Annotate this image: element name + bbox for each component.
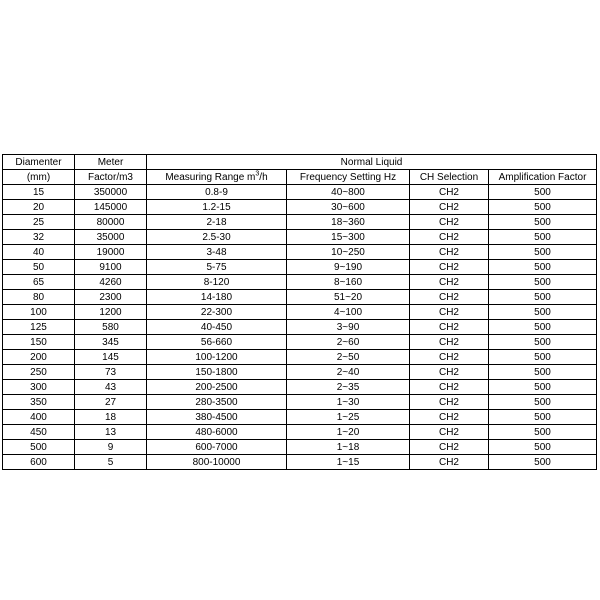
measuring-range-cell: 800-10000 [147, 455, 287, 470]
diameter-cell: 50 [3, 260, 75, 275]
measuring-range-cell: 2.5-30 [147, 230, 287, 245]
table-row [3, 410, 597, 425]
diameter-cell: 600 [3, 455, 75, 470]
table-row [3, 365, 597, 380]
amplification-factor-cell: 500 [489, 215, 597, 230]
frequency-setting-cell: 2~60 [287, 335, 410, 350]
diameter-cell: 100 [3, 305, 75, 320]
diameter-cell: 350 [3, 395, 75, 410]
diameter-cell: 32 [3, 230, 75, 245]
measuring-range-cell: 1.2-15 [147, 200, 287, 215]
frequency-setting-cell: 9~190 [287, 260, 410, 275]
measuring-range-cell: 14-180 [147, 290, 287, 305]
frequency-setting-cell: 10~250 [287, 245, 410, 260]
meter-factor-cell: 580 [75, 320, 147, 335]
amplification-factor-cell: 500 [489, 335, 597, 350]
frequency-setting-cell: 18~360 [287, 215, 410, 230]
diameter-cell: 125 [3, 320, 75, 335]
header-measuring-range-prefix: Measuring Range m [165, 171, 256, 183]
ch-selection-cell: CH2 [410, 305, 489, 320]
amplification-factor-cell: 500 [489, 245, 597, 260]
frequency-setting-cell: 3~90 [287, 320, 410, 335]
meter-factor-cell: 9100 [75, 260, 147, 275]
measuring-range-cell: 0.8-9 [147, 185, 287, 200]
table-row [3, 290, 597, 305]
ch-selection-cell: CH2 [410, 425, 489, 440]
measuring-range-cell: 150-1800 [147, 365, 287, 380]
table-row [3, 455, 597, 470]
table-row [3, 320, 597, 335]
frequency-setting-cell: 30~600 [287, 200, 410, 215]
measuring-range-cell: 5-75 [147, 260, 287, 275]
table-row [3, 425, 597, 440]
measuring-range-cell: 280-3500 [147, 395, 287, 410]
diameter-cell: 250 [3, 365, 75, 380]
meter-factor-cell: 27 [75, 395, 147, 410]
table-row [3, 395, 597, 410]
meter-factor-cell: 19000 [75, 245, 147, 260]
frequency-setting-cell: 2~50 [287, 350, 410, 365]
amplification-factor-cell: 500 [489, 455, 597, 470]
ch-selection-cell: CH2 [410, 230, 489, 245]
meter-factor-cell: 43 [75, 380, 147, 395]
header-diameter-line2: (mm) [3, 170, 75, 185]
measuring-range-cell: 200-2500 [147, 380, 287, 395]
flow-meter-spec-table [2, 154, 597, 470]
meter-factor-cell: 4260 [75, 275, 147, 290]
meter-factor-cell: 350000 [75, 185, 147, 200]
table-body [3, 185, 597, 470]
amplification-factor-cell: 500 [489, 200, 597, 215]
amplification-factor-cell: 500 [489, 395, 597, 410]
amplification-factor-cell: 500 [489, 380, 597, 395]
amplification-factor-cell: 500 [489, 425, 597, 440]
ch-selection-cell: CH2 [410, 215, 489, 230]
ch-selection-cell: CH2 [410, 455, 489, 470]
ch-selection-cell: CH2 [410, 365, 489, 380]
ch-selection-cell: CH2 [410, 200, 489, 215]
frequency-setting-cell: 4~100 [287, 305, 410, 320]
header-measuring-range-suffix: /h [259, 171, 268, 183]
header-ch-selection: CH Selection [410, 170, 489, 185]
meter-factor-cell: 18 [75, 410, 147, 425]
header-meter-factor-line1: Meter [75, 155, 147, 170]
header-frequency-setting: Frequency Setting Hz [287, 170, 410, 185]
meter-factor-cell: 9 [75, 440, 147, 455]
table-row [3, 185, 597, 200]
table-row [3, 230, 597, 245]
amplification-factor-cell: 500 [489, 440, 597, 455]
diameter-cell: 15 [3, 185, 75, 200]
table-row [3, 245, 597, 260]
diameter-cell: 40 [3, 245, 75, 260]
frequency-setting-cell: 8~160 [287, 275, 410, 290]
amplification-factor-cell: 500 [489, 365, 597, 380]
meter-factor-cell: 35000 [75, 230, 147, 245]
header-row-2 [3, 170, 597, 185]
amplification-factor-cell: 500 [489, 230, 597, 245]
ch-selection-cell: CH2 [410, 320, 489, 335]
header-row-1 [3, 155, 597, 170]
frequency-setting-cell: 40~800 [287, 185, 410, 200]
diameter-cell: 300 [3, 380, 75, 395]
frequency-setting-cell: 1~15 [287, 455, 410, 470]
table-row [3, 380, 597, 395]
header-amplification-factor: Amplification Factor [489, 170, 597, 185]
spec-table-container [2, 154, 596, 470]
amplification-factor-cell: 500 [489, 350, 597, 365]
frequency-setting-cell: 1~20 [287, 425, 410, 440]
amplification-factor-cell: 500 [489, 290, 597, 305]
frequency-setting-cell: 15~300 [287, 230, 410, 245]
ch-selection-cell: CH2 [410, 350, 489, 365]
frequency-setting-cell: 2~35 [287, 380, 410, 395]
meter-factor-cell: 1200 [75, 305, 147, 320]
header-measuring-range [147, 170, 287, 185]
table-row [3, 215, 597, 230]
table-row [3, 305, 597, 320]
amplification-factor-cell: 500 [489, 275, 597, 290]
meter-factor-cell: 80000 [75, 215, 147, 230]
amplification-factor-cell: 500 [489, 185, 597, 200]
diameter-cell: 65 [3, 275, 75, 290]
frequency-setting-cell: 1~30 [287, 395, 410, 410]
ch-selection-cell: CH2 [410, 410, 489, 425]
diameter-cell: 150 [3, 335, 75, 350]
diameter-cell: 80 [3, 290, 75, 305]
table-row [3, 440, 597, 455]
amplification-factor-cell: 500 [489, 305, 597, 320]
ch-selection-cell: CH2 [410, 275, 489, 290]
ch-selection-cell: CH2 [410, 260, 489, 275]
table-row [3, 275, 597, 290]
ch-selection-cell: CH2 [410, 440, 489, 455]
meter-factor-cell: 73 [75, 365, 147, 380]
measuring-range-cell: 600-7000 [147, 440, 287, 455]
measuring-range-cell: 100-1200 [147, 350, 287, 365]
meter-factor-cell: 145000 [75, 200, 147, 215]
header-normal-liquid-group: Normal Liquid [147, 155, 597, 170]
table-header [3, 155, 597, 185]
frequency-setting-cell: 2~40 [287, 365, 410, 380]
diameter-cell: 200 [3, 350, 75, 365]
ch-selection-cell: CH2 [410, 395, 489, 410]
diameter-cell: 25 [3, 215, 75, 230]
meter-factor-cell: 13 [75, 425, 147, 440]
meter-factor-cell: 345 [75, 335, 147, 350]
ch-selection-cell: CH2 [410, 245, 489, 260]
table-row [3, 350, 597, 365]
measuring-range-cell: 22-300 [147, 305, 287, 320]
header-meter-factor-line2: Factor/m3 [75, 170, 147, 185]
table-row [3, 200, 597, 215]
header-diameter-line1: Diamenter [3, 155, 75, 170]
ch-selection-cell: CH2 [410, 185, 489, 200]
measuring-range-cell: 56-660 [147, 335, 287, 350]
meter-factor-cell: 2300 [75, 290, 147, 305]
header-measuring-range-sup: 3 [255, 170, 260, 178]
ch-selection-cell: CH2 [410, 380, 489, 395]
meter-factor-cell: 5 [75, 455, 147, 470]
amplification-factor-cell: 500 [489, 260, 597, 275]
diameter-cell: 450 [3, 425, 75, 440]
ch-selection-cell: CH2 [410, 290, 489, 305]
measuring-range-cell: 2-18 [147, 215, 287, 230]
diameter-cell: 500 [3, 440, 75, 455]
table-row [3, 335, 597, 350]
measuring-range-cell: 8-120 [147, 275, 287, 290]
measuring-range-cell: 480-6000 [147, 425, 287, 440]
diameter-cell: 20 [3, 200, 75, 215]
diameter-cell: 400 [3, 410, 75, 425]
measuring-range-cell: 3-48 [147, 245, 287, 260]
table-row [3, 260, 597, 275]
amplification-factor-cell: 500 [489, 320, 597, 335]
amplification-factor-cell: 500 [489, 410, 597, 425]
ch-selection-cell: CH2 [410, 335, 489, 350]
frequency-setting-cell: 1~25 [287, 410, 410, 425]
frequency-setting-cell: 51~20 [287, 290, 410, 305]
frequency-setting-cell: 1~18 [287, 440, 410, 455]
measuring-range-cell: 40-450 [147, 320, 287, 335]
meter-factor-cell: 145 [75, 350, 147, 365]
measuring-range-cell: 380-4500 [147, 410, 287, 425]
